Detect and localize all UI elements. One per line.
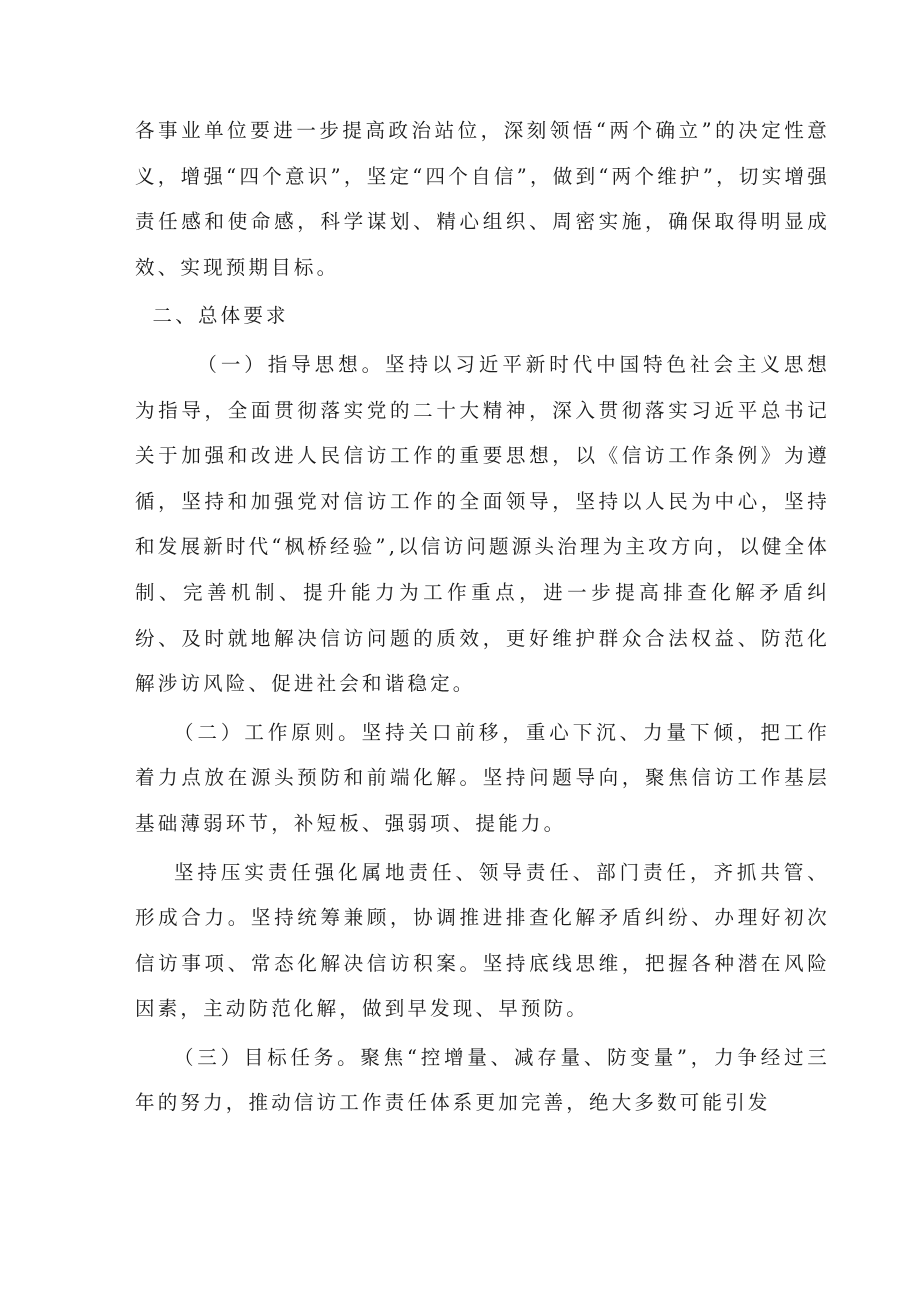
paragraph-guiding-ideology: （一）指导思想。坚持以习近平新时代中国特色社会主义思想为指导，全面贯彻落实党的二十大精神，深入贯彻落实习近平总书记关于加强和改进人民信访工作的重要思想，以《信访工作条例》为遵循，坚持和加强党对信访工作的全面领导，坚持以人民为中心，坚持和发展新时代“枫桥经验”,以信访问题源头治理为主攻方向，以健全体制、完善机制、提升能力为工作重点，进一步提高排查化解矛盾纠纷、及时就地解决信访问题的质效，更好维护群众合法权益、防范化解涉访风险、促进社会和谐稳定。 [135, 352, 830, 696]
paragraph-responsibility: 各事业单位要进一步提高政治站位，深刻领悟“两个确立”的决定性意义，增强“四个意识”，坚定“四个自信”，做到“两个维护”，切实增强责任感和使命感，科学谋划、精心组织、周密实施，确保取得明显成效、实现预期目标。 [135, 119, 830, 279]
paragraph-target-tasks: （三）目标任务。聚焦“控增量、减存量、防变量”，力争经过三年的努力，推动信访工作责任体系更加完善，绝大多数可能引发 [135, 1045, 830, 1115]
paragraph-responsibility-principles: 坚持压实责任强化属地责任、领导责任、部门责任，齐抓共管、形成合力。坚持统筹兼顾，协调推进排查化解矛盾纠纷、办理好初次信访事项、常态化解决信访积案。坚持底线思维，把握各种潜在风险因素，主动防范化解，做到早发现、早预防。 [135, 860, 830, 1021]
section-heading-general-requirements: 二、总体要求 [152, 304, 289, 328]
paragraph-work-principles: （二）工作原则。坚持关口前移，重心下沉、力量下倾，把工作着力点放在源头预防和前端化解。坚持问题导向，聚焦信访工作基层基础薄弱环节，补短板、强弱项、提能力。 [135, 720, 830, 835]
